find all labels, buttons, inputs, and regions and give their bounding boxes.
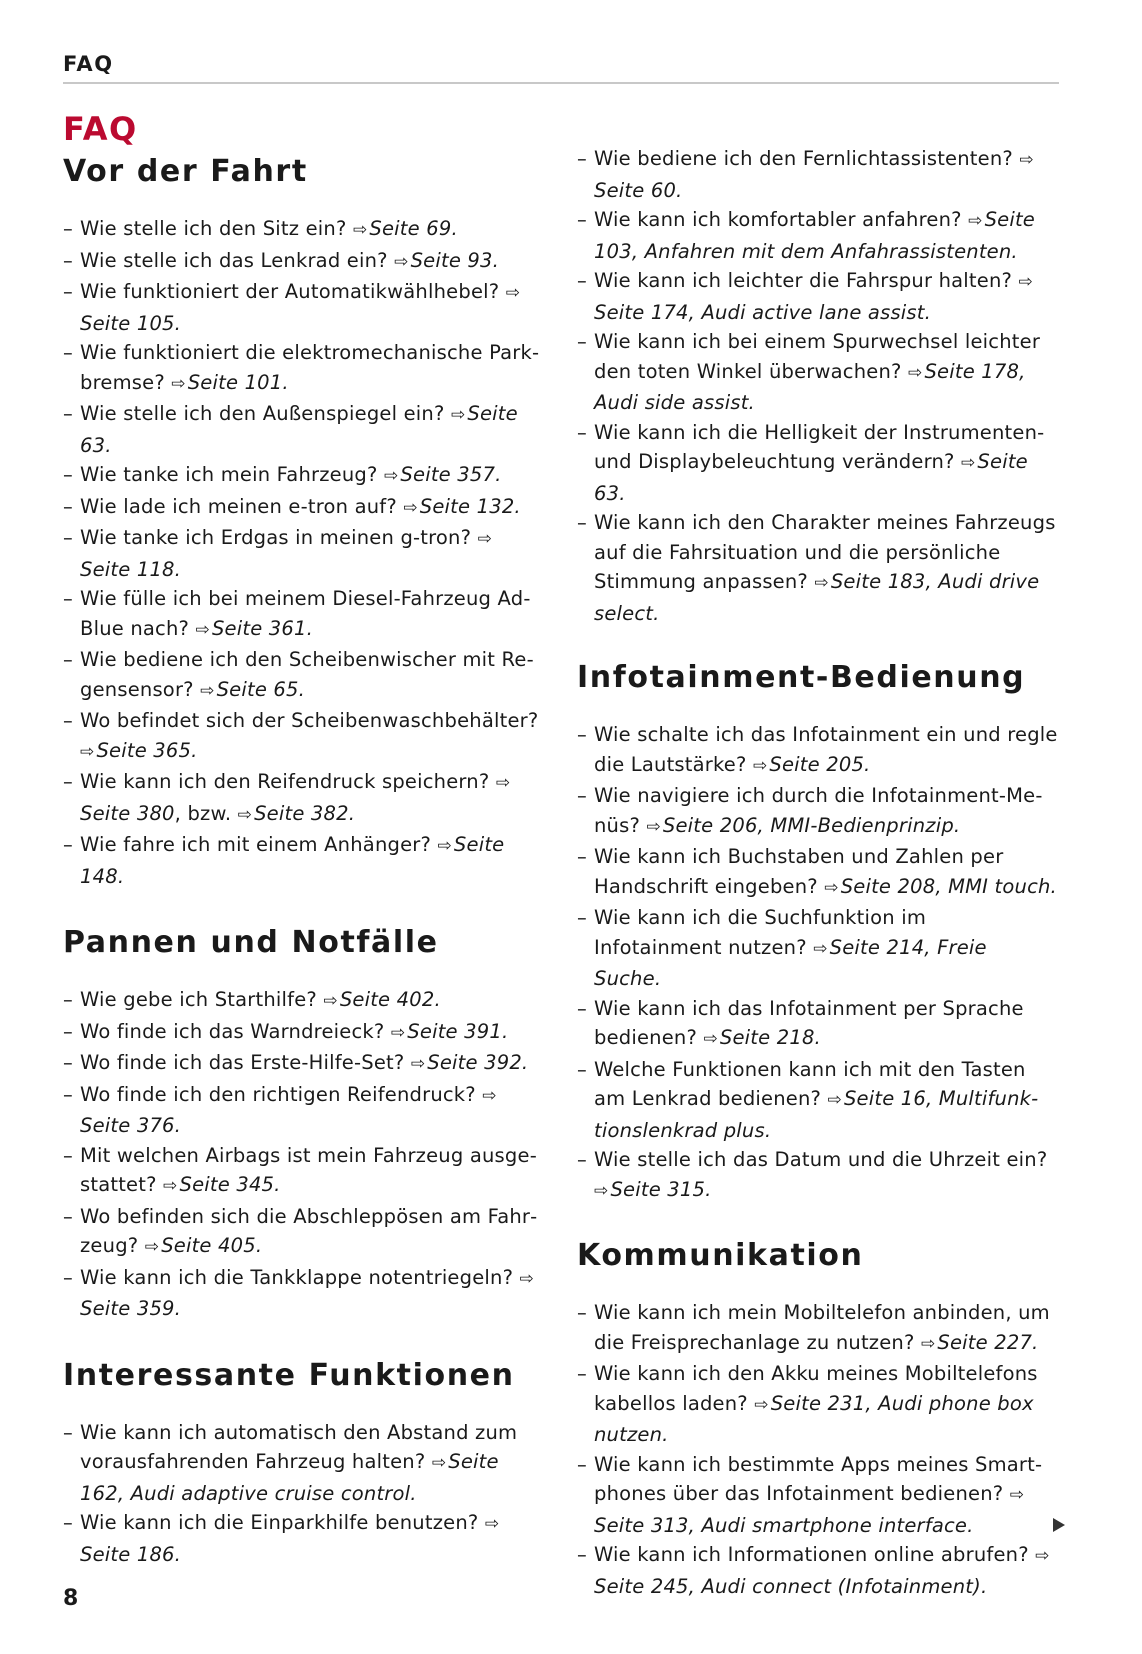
page-reference-text: Seite 183, Audi drive select. — [594, 570, 1040, 625]
right-arrow-icon: ⇨ — [908, 362, 923, 383]
page-reference-link[interactable] — [163, 1173, 281, 1196]
question-text: Wie kann ich leichter die Fahrspur halten? — [594, 269, 1013, 292]
section-title: Infotainment-Bedienung — [577, 660, 1026, 695]
right-arrow-icon: ⇨ — [410, 1054, 426, 1074]
question-text: Wie kann ich den Reifendruck speichern? — [80, 770, 490, 793]
right-arrow-icon: ⇨ — [646, 816, 661, 837]
section — [577, 658, 1059, 1206]
right-arrow-icon: ⇨ — [163, 1176, 178, 1196]
list-item — [63, 338, 541, 399]
faq-list — [63, 1418, 541, 1570]
section-title: Vor der Fahrt — [63, 154, 308, 189]
question-text: Wie funktioniert die elektromechanische Parkbremse? — [80, 341, 540, 394]
faq-list — [63, 985, 541, 1324]
faq-list — [577, 720, 1059, 1206]
page-reference-text: Seite 227. — [937, 1330, 1039, 1354]
page-number: 8 — [63, 1586, 79, 1611]
right-arrow-icon: ⇨ — [1018, 272, 1033, 292]
list-item — [63, 830, 541, 891]
question-text: Wie kann ich das Infotainment per Sprache bedienen? — [594, 996, 1024, 1049]
list-item — [577, 842, 1059, 903]
page-reference-text: Seite 218. — [719, 1026, 821, 1049]
question-text: Wie stelle ich das Lenkrad ein? — [80, 248, 388, 272]
section — [577, 1236, 1059, 1601]
question-text: Wie bediene ich den Scheibenwischer mit Regensensor? — [80, 648, 534, 701]
list-item — [577, 994, 1059, 1055]
question-text: Wie navigiere ich durch die Infotainment-Menüs? — [594, 784, 1043, 837]
list-item — [63, 492, 541, 524]
right-arrow-icon: ⇨ — [752, 755, 768, 776]
right-arrow-icon: ⇨ — [237, 804, 253, 825]
list-item — [63, 1508, 541, 1569]
page-reference-link[interactable] — [196, 617, 314, 640]
page-reference-link[interactable] — [238, 802, 356, 825]
continue-triangle-icon — [1053, 1518, 1065, 1532]
faq-list — [577, 1298, 1059, 1601]
list-item — [63, 399, 541, 460]
page-reference-text: Seite 214, Freie Suche. — [594, 935, 987, 990]
question-text: Wie tanke ich Erdgas in meinen g-tron? — [80, 526, 472, 549]
right-arrow-icon: ⇨ — [394, 251, 409, 272]
header-divider — [63, 82, 1059, 84]
page-reference-text: Seite 69. — [369, 217, 458, 240]
right-arrow-icon: ⇨ — [505, 283, 521, 303]
right-arrow-icon: ⇨ — [383, 466, 399, 486]
question-text: Wie gebe ich Starthilfe? — [80, 988, 317, 1011]
page-reference-text: Seite 63. — [594, 450, 1028, 505]
section-title: Kommunikation — [577, 1238, 864, 1273]
page-reference-text: Seite 206, MMI-Bedienprinzip. — [662, 813, 961, 837]
question-text: Wie schalte ich das Infotainment ein und regle die Lautstärke? — [594, 723, 1058, 776]
right-arrow-icon: ⇨ — [824, 877, 839, 898]
page-reference-text: Seite 391. — [407, 1019, 509, 1043]
page-reference-link[interactable] — [403, 495, 521, 518]
question-text: Wie kann ich bei einem Spurwechsel leichter den toten Winkel überwachen? — [594, 330, 1041, 383]
right-arrow-icon: ⇨ — [754, 1394, 769, 1415]
page-reference-link[interactable] — [646, 814, 960, 837]
list-item — [63, 1017, 541, 1049]
faq-list — [577, 144, 1059, 628]
list-item — [63, 246, 541, 278]
page-reference-text: Seite 205. — [769, 752, 871, 776]
right-arrow-icon: ⇨ — [482, 1085, 497, 1106]
list-item — [577, 266, 1059, 327]
list-item — [63, 1418, 541, 1509]
right-arrow-icon: ⇨ — [200, 680, 215, 701]
page-reference-text: Seite 376. — [80, 1114, 182, 1137]
section — [63, 152, 541, 891]
list-item — [63, 1202, 541, 1263]
page-reference-link[interactable] — [391, 1020, 509, 1043]
list-item — [63, 985, 541, 1017]
list-item — [63, 523, 541, 584]
list-item — [577, 144, 1059, 205]
page-reference-text: Seite 405. — [161, 1234, 263, 1257]
list-item — [577, 1540, 1059, 1601]
question-text: Wie lade ich meinen e-tron auf? — [80, 494, 397, 518]
question-text: Wie kann ich bestimmte Apps meines Smartphones über das Infotainment bedienen? — [594, 1452, 1043, 1505]
page-reference-text: Seite 16, Multifunktionslenkrad plus. — [594, 1087, 1039, 1142]
reference-separator: , bzw. — [174, 801, 238, 825]
page-reference-text: Seite 162, Audi adaptive cruise control. — [80, 1450, 499, 1505]
list-item — [63, 767, 541, 830]
list-item — [577, 327, 1059, 418]
right-arrow-icon: ⇨ — [495, 773, 511, 793]
page-reference-text: Seite 186. — [80, 1542, 182, 1566]
page-reference-text: Seite 60. — [594, 178, 683, 202]
question-text: Wie fülle ich bei meinem Diesel-Fahrzeug AdBlue nach? — [80, 587, 531, 640]
page-reference-text: Seite 208, MMI touch. — [840, 874, 1057, 898]
question-text: Wie fahre ich mit einem Anhänger? — [80, 833, 432, 856]
question-text: Wie stelle ich den Sitz ein? — [80, 217, 347, 240]
right-arrow-icon: ⇨ — [390, 1022, 406, 1043]
page-reference-text: Seite 245, Audi connect (Infotainment). — [594, 1574, 988, 1598]
question-text: Wie funktioniert der Automatikwählhebel? — [80, 280, 500, 303]
list-item — [577, 903, 1059, 994]
list-item — [63, 645, 541, 706]
question-text: Wie kann ich die Tankklappe notentriegeln? — [80, 1265, 514, 1289]
list-item — [63, 214, 541, 246]
running-head-title: FAQ — [63, 52, 114, 76]
list-item — [577, 1450, 1059, 1541]
list-item — [577, 205, 1059, 266]
page-reference-link[interactable] — [384, 463, 502, 486]
section-continued — [577, 144, 1059, 628]
right-arrow-icon: ⇨ — [323, 991, 338, 1011]
list-item — [577, 1055, 1059, 1146]
page-reference-text: Seite 380 — [80, 801, 175, 825]
right-arrow-icon: ⇨ — [519, 1268, 534, 1289]
page-reference-text: Seite 402. — [339, 988, 441, 1011]
page-reference-link[interactable] — [703, 1026, 821, 1049]
page-reference-text: Seite 178, Audi side assist. — [594, 359, 1026, 414]
right-arrow-icon: ⇨ — [960, 453, 976, 473]
list-item — [63, 706, 541, 767]
list-item — [63, 460, 541, 492]
question-text: Mit welchen Airbags ist mein Fahrzeug ausgestattet? — [80, 1143, 537, 1196]
page-reference-text: Seite 63. — [80, 402, 518, 457]
right-arrow-icon: ⇨ — [80, 741, 95, 762]
right-arrow-icon: ⇨ — [171, 373, 186, 394]
list-item — [577, 418, 1059, 509]
page-reference-link[interactable] — [824, 875, 1057, 898]
question-text: Wie kann ich Informationen online abrufen? — [594, 1543, 1029, 1566]
question-text: Wie kann ich komfortabler anfahren? — [594, 208, 962, 231]
page-reference-text: Seite 105. — [80, 311, 182, 335]
right-arrow-icon: ⇨ — [484, 1514, 500, 1534]
right-arrow-icon: ⇨ — [477, 529, 493, 549]
page-reference-text: Seite 382. — [254, 801, 356, 825]
right-arrow-icon: ⇨ — [1035, 1546, 1050, 1566]
list-item — [577, 781, 1059, 842]
question-text: Wie kann ich die Einparkhilfe benutzen? — [80, 1511, 479, 1534]
right-arrow-icon: ⇨ — [144, 1237, 160, 1257]
question-text: Wo finde ich das Warndreieck? — [80, 1019, 385, 1043]
page-reference-text: Seite 361. — [211, 616, 314, 640]
right-arrow-icon: ⇨ — [437, 836, 452, 856]
right-arrow-icon: ⇨ — [1009, 1485, 1025, 1505]
page-reference-link[interactable] — [353, 217, 458, 240]
question-text: Welche Funktionen kann ich mit den Tasten am Lenkrad bedienen? — [594, 1057, 1026, 1110]
page-reference-link[interactable] — [411, 1051, 529, 1074]
page-reference-text: Seite 315. — [610, 1177, 712, 1201]
right-arrow-icon: ⇨ — [920, 1333, 936, 1354]
list-item — [63, 1080, 541, 1141]
right-arrow-icon: ⇨ — [431, 1453, 447, 1473]
right-arrow-icon: ⇨ — [594, 1180, 609, 1201]
page-title: FAQ — [63, 110, 138, 148]
right-arrow-icon: ⇨ — [195, 619, 210, 640]
list-item — [577, 508, 1059, 628]
right-arrow-icon: ⇨ — [827, 1090, 842, 1110]
page-reference-text: Seite 365. — [96, 738, 198, 762]
question-text: Wo finde ich den richtigen Reifendruck? — [80, 1082, 476, 1106]
right-arrow-icon: ⇨ — [703, 1029, 718, 1049]
list-item — [577, 1359, 1059, 1450]
right-arrow-icon: ⇨ — [813, 938, 828, 959]
page-reference-text: Seite 148. — [80, 833, 505, 888]
question-text: Wie tanke ich mein Fahrzeug? — [80, 463, 378, 486]
right-column — [577, 114, 1059, 1601]
page-reference-text: Seite 174, Audi active lane assist. — [594, 300, 932, 324]
question-text: Wie stelle ich das Datum und die Uhrzeit ein? — [594, 1148, 1048, 1171]
right-arrow-icon: ⇨ — [1019, 150, 1034, 170]
page-reference-text: Seite 345. — [179, 1173, 281, 1196]
list-item — [63, 1141, 541, 1202]
left-column — [63, 108, 541, 1601]
list-item — [577, 1145, 1059, 1206]
page-reference-link[interactable] — [200, 678, 305, 701]
right-arrow-icon: ⇨ — [814, 573, 829, 593]
page-reference-link[interactable] — [171, 371, 289, 394]
page-reference-text: Seite 103, Anfahren mit dem Anfahrassistenten. — [594, 208, 1035, 263]
page-reference-text: Seite 118. — [80, 557, 182, 581]
question-text: Wie kann ich den Akku meines Mobiltelefons kabellos laden? — [594, 1362, 1038, 1415]
section — [63, 1356, 541, 1570]
right-arrow-icon: ⇨ — [352, 220, 368, 240]
question-text: Wie kann ich die Suchfunktion im Infotainment nutzen? — [594, 906, 927, 959]
right-arrow-icon: ⇨ — [403, 497, 418, 518]
question-text: Wie kann ich mein Mobiltelefon anbinden, um die Freisprechanlage zu nutzen? — [594, 1301, 1050, 1354]
page-reference-text: Seite 231, Audi phone box nutzen. — [594, 1391, 1034, 1446]
question-text: Wo befindet sich der Scheibenwaschbehälter? — [80, 709, 539, 732]
page-reference-link[interactable] — [921, 1331, 1039, 1354]
question-text: Wie kann ich den Charakter meines Fahrzeugs auf die Fahrsituation und die persönliche Stimmung anpassen? — [594, 511, 1056, 593]
question-text: Wie stelle ich den Außenspiegel ein? — [80, 402, 445, 425]
page-reference-text: Seite 392. — [427, 1051, 529, 1074]
question-text: Wo finde ich das Erste-Hilfe-Set? — [80, 1051, 405, 1074]
question-text: Wie kann ich die Helligkeit der Instrumenten- und Displaybeleuchtung verändern? — [594, 420, 1045, 473]
question-text: Wie kann ich automatisch den Abstand zum vorausfahrenden Fahrzeug halten? — [80, 1420, 518, 1473]
page-reference-text: Seite 359. — [80, 1297, 182, 1320]
page-reference-text: Seite 357. — [400, 463, 502, 486]
page-reference-text: Seite 101. — [187, 370, 289, 394]
page-reference-link[interactable] — [323, 988, 441, 1011]
page-reference-link[interactable] — [80, 739, 198, 762]
page-reference-text: Seite 313, Audi smartphone interface. — [594, 1513, 974, 1537]
right-arrow-icon: ⇨ — [450, 405, 466, 425]
list-item — [63, 584, 541, 645]
page-reference-link[interactable] — [145, 1234, 263, 1257]
question-text: Wie bediene ich den Fernlichtassistenten? — [594, 147, 1013, 170]
page-reference-text: Seite 65. — [216, 677, 306, 701]
right-arrow-icon: ⇨ — [968, 211, 983, 231]
faq-list — [63, 214, 541, 891]
list-item — [63, 1048, 541, 1080]
list-item — [577, 1298, 1059, 1359]
question-text: Wo befinden sich die Abschleppösen am Fahrzeug? — [80, 1204, 538, 1257]
page-reference-link[interactable] — [594, 1178, 712, 1201]
section — [63, 923, 541, 1324]
question-text: Wie kann ich Buchstaben und Zahlen per Handschrift eingeben? — [594, 845, 1004, 898]
page-reference-link[interactable] — [753, 753, 871, 776]
page-reference-text: Seite 93. — [410, 248, 500, 272]
section-title: Pannen und Notfälle — [63, 925, 439, 960]
list-item — [577, 720, 1059, 781]
section-title: Interessante Funktionen — [63, 1357, 515, 1393]
page-reference-link[interactable] — [394, 249, 499, 272]
list-item — [63, 1263, 541, 1324]
list-item — [63, 277, 541, 338]
page-reference-text: Seite 132. — [419, 494, 521, 518]
